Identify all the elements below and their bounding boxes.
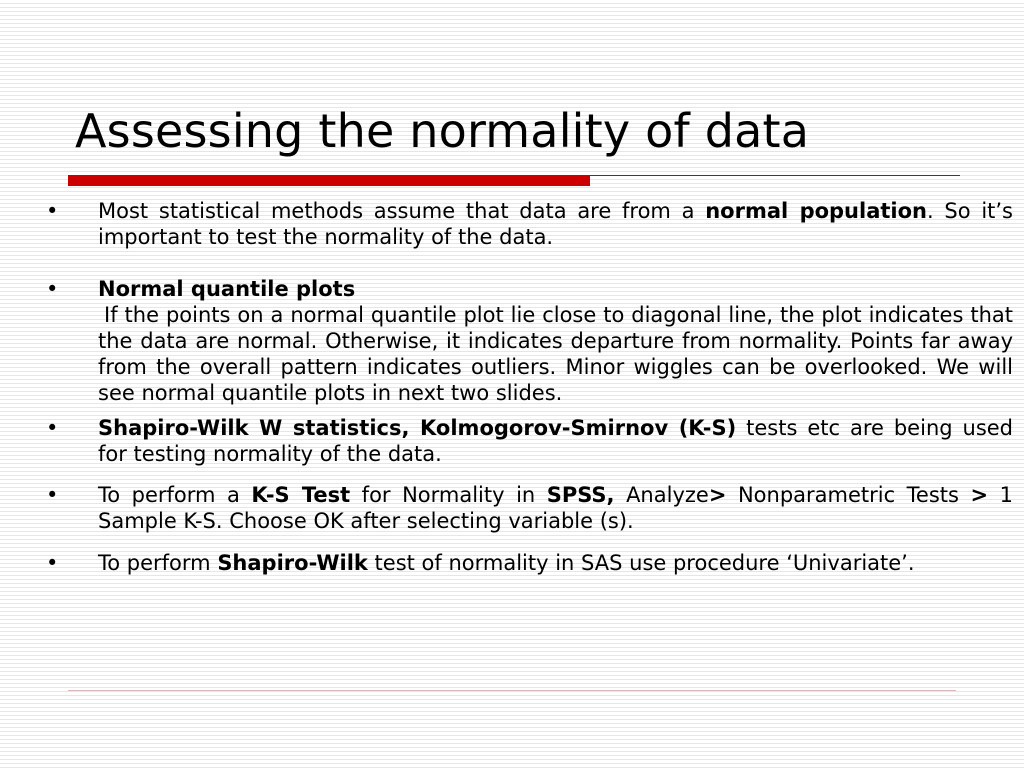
bullet-bold-text: K-S Test — [251, 483, 351, 507]
bullet-item-shapiro-ks — [40, 415, 1013, 467]
bullet-text: for Normality in — [350, 483, 547, 507]
bullet-text: Nonparametric Tests — [726, 483, 971, 507]
bullet-item-sas-shapiro — [40, 550, 1013, 576]
bullet-text: To perform — [98, 551, 218, 575]
bullet-item-spss-ks — [40, 482, 1013, 534]
bullet-text: Most statistical methods assume that data are from a — [98, 199, 706, 223]
bullet-bold-text: normal population — [705, 199, 927, 223]
title-underline-thick — [68, 175, 590, 186]
bullet-marker: • — [46, 199, 59, 223]
bullet-marker: • — [46, 277, 59, 301]
bullet-text: . So it’s important to test the normality of the data. — [98, 199, 1013, 249]
bullet-item-normal-population — [40, 198, 1013, 250]
bullet-bold-text: SPSS, — [546, 483, 615, 507]
bullet-text: tests etc are being used for testing normality of the data. — [98, 416, 1014, 466]
bullet-detail-text: If the points on a normal quantile plot lie close to diagonal line, the plot indicates that the data are normal. Otherwise, it indicates departure from normality. Points far away from the overall pattern indicates outliers. Minor wiggles can be overlooked. We will see normal quantile plots in next two slides. — [98, 303, 1013, 405]
bullet-list — [40, 198, 1013, 576]
title-underline-thin — [590, 175, 960, 176]
bullet-text: test of normality in SAS use procedure ‘Univariate’. — [367, 551, 915, 575]
footer-divider — [68, 690, 956, 691]
bullet-item-quantile-plots — [40, 276, 1013, 406]
bullet-bold-text: > — [970, 483, 989, 507]
bullet-bold-text: Shapiro-Wilk W statistics, Kolmogorov-Smirnov (K-S) — [98, 416, 737, 440]
bullet-marker: • — [46, 416, 59, 440]
bullet-text: 1 Sample K-S. Choose OK after selecting variable (s). — [98, 483, 1013, 533]
bullet-marker: • — [46, 551, 59, 575]
bullet-marker: • — [46, 483, 59, 507]
slide-title: Assessing the normality of data — [75, 104, 810, 158]
bullet-text: To perform a — [98, 483, 252, 507]
bullet-text: Analyze — [614, 483, 709, 507]
bullet-heading: Normal quantile plots — [98, 277, 356, 301]
bullet-bold-text: Shapiro-Wilk — [217, 551, 368, 575]
bullet-bold-text: > — [708, 483, 727, 507]
